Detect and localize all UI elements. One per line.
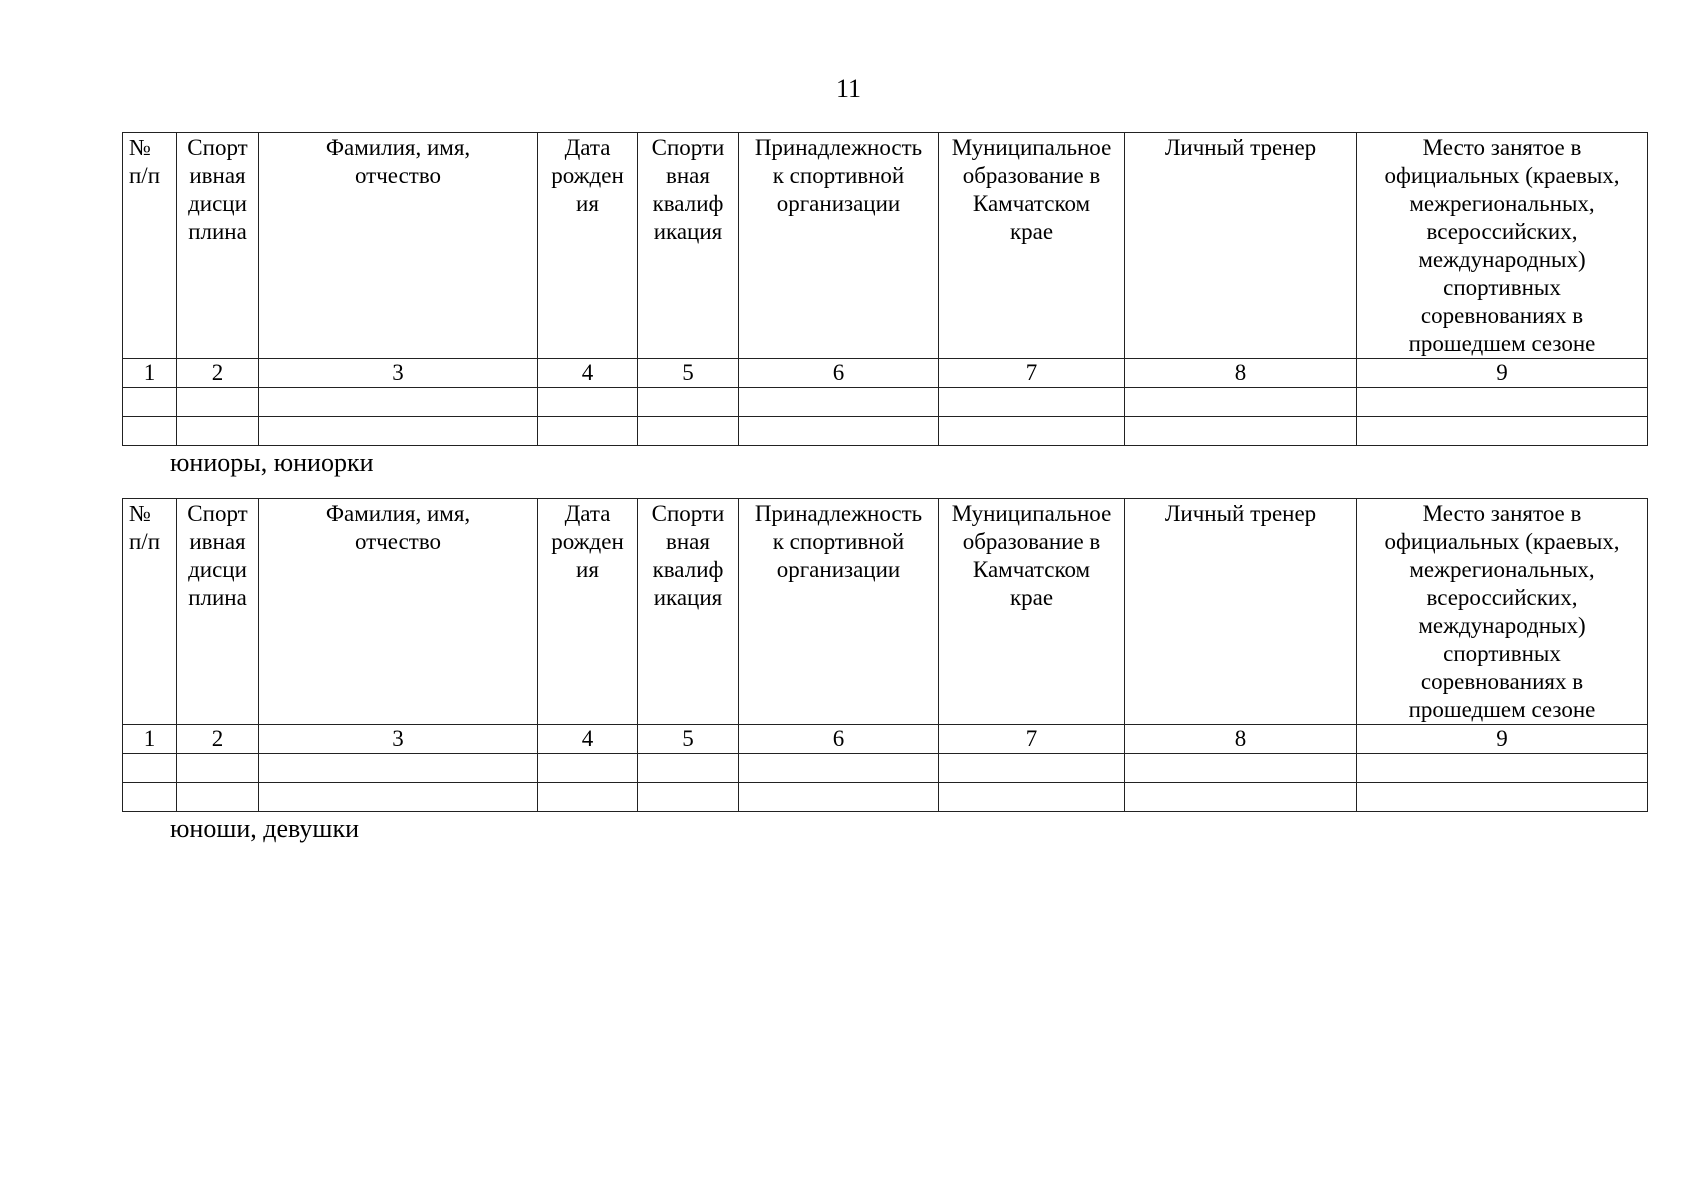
column-number-cell: 1: [123, 725, 177, 754]
table-row: [123, 783, 1648, 812]
column-number-cell: 5: [638, 359, 739, 388]
header-cell-qualification: Спорти вная квалиф икация: [638, 133, 739, 359]
header-cell-discipline: Спорт ивная дисци плина: [177, 499, 259, 725]
empty-cell[interactable]: [538, 783, 638, 812]
empty-cell[interactable]: [1125, 417, 1357, 446]
empty-cell[interactable]: [1357, 417, 1648, 446]
header-cell-organization: Принадлежность к спортивной организации: [739, 133, 939, 359]
empty-cell[interactable]: [939, 783, 1125, 812]
header-cell-municipality: Муниципальное образование в Камчатском крае: [939, 499, 1125, 725]
header-cell-birth-date: Дата рожден ия: [538, 133, 638, 359]
empty-cell[interactable]: [177, 783, 259, 812]
table-row: [123, 417, 1648, 446]
header-cell-full-name: Фамилия, имя, отчество: [259, 499, 538, 725]
table-header-row: [123, 499, 1648, 725]
header-cell-qualification: Спорти вная квалиф икация: [638, 499, 739, 725]
header-cell-number: № п/п: [123, 499, 177, 725]
header-cell-discipline: Спорт ивная дисци плина: [177, 133, 259, 359]
header-cell-birth-date: Дата рожден ия: [538, 499, 638, 725]
header-cell-place: Место занятое в официальных (краевых, межрегиональных, всероссийских, международных) спортивных соревнованиях в прошедшем сезоне: [1357, 133, 1648, 359]
column-number-cell: 3: [259, 359, 538, 388]
empty-cell[interactable]: [538, 388, 638, 417]
empty-cell[interactable]: [638, 783, 739, 812]
empty-cell[interactable]: [538, 417, 638, 446]
empty-cell[interactable]: [638, 388, 739, 417]
empty-cell[interactable]: [259, 388, 538, 417]
empty-cell[interactable]: [638, 754, 739, 783]
empty-cell[interactable]: [638, 417, 739, 446]
empty-cell[interactable]: [739, 783, 939, 812]
group-label-youths: юноши, девушки: [170, 814, 359, 843]
empty-cell[interactable]: [1357, 783, 1648, 812]
empty-cell[interactable]: [538, 754, 638, 783]
column-number-cell: 2: [177, 725, 259, 754]
column-number-cell: 5: [638, 725, 739, 754]
empty-cell[interactable]: [123, 417, 177, 446]
empty-cell[interactable]: [1125, 388, 1357, 417]
column-number-cell: 6: [739, 725, 939, 754]
header-cell-coach: Личный тренер: [1125, 133, 1357, 359]
empty-cell[interactable]: [739, 754, 939, 783]
empty-cell[interactable]: [1357, 388, 1648, 417]
column-number-cell: 4: [538, 725, 638, 754]
athletes-table-2: [122, 498, 1648, 812]
column-number-cell: 8: [1125, 725, 1357, 754]
empty-cell[interactable]: [177, 388, 259, 417]
empty-cell[interactable]: [177, 417, 259, 446]
group-label-juniors: юниоры, юниорки: [170, 448, 374, 477]
column-number-cell: 7: [939, 725, 1125, 754]
empty-cell[interactable]: [259, 783, 538, 812]
empty-cell[interactable]: [739, 417, 939, 446]
column-number-cell: 2: [177, 359, 259, 388]
column-number-cell: 9: [1357, 359, 1648, 388]
column-number-cell: 7: [939, 359, 1125, 388]
column-number-cell: 3: [259, 725, 538, 754]
athletes-table-1: [122, 132, 1648, 446]
empty-cell[interactable]: [259, 417, 538, 446]
empty-cell[interactable]: [1125, 783, 1357, 812]
empty-cell[interactable]: [123, 783, 177, 812]
column-number-cell: 4: [538, 359, 638, 388]
column-number-row: [123, 725, 1648, 754]
empty-cell[interactable]: [1125, 754, 1357, 783]
table-row: [123, 754, 1648, 783]
header-cell-organization: Принадлежность к спортивной организации: [739, 499, 939, 725]
empty-cell[interactable]: [939, 417, 1125, 446]
empty-cell[interactable]: [259, 754, 538, 783]
header-cell-place: Место занятое в официальных (краевых, межрегиональных, всероссийских, международных) спортивных соревнованиях в прошедшем сезоне: [1357, 499, 1648, 725]
header-cell-municipality: Муниципальное образование в Камчатском крае: [939, 133, 1125, 359]
empty-cell[interactable]: [739, 388, 939, 417]
empty-cell[interactable]: [939, 388, 1125, 417]
column-number-row: [123, 359, 1648, 388]
empty-cell[interactable]: [177, 754, 259, 783]
empty-cell[interactable]: [939, 754, 1125, 783]
header-cell-number: № п/п: [123, 133, 177, 359]
empty-cell[interactable]: [123, 754, 177, 783]
header-cell-coach: Личный тренер: [1125, 499, 1357, 725]
page-number: 11: [835, 74, 862, 103]
column-number-cell: 6: [739, 359, 939, 388]
column-number-cell: 1: [123, 359, 177, 388]
table-row: [123, 388, 1648, 417]
column-number-cell: 8: [1125, 359, 1357, 388]
header-cell-full-name: Фамилия, имя, отчество: [259, 133, 538, 359]
empty-cell[interactable]: [1357, 754, 1648, 783]
empty-cell[interactable]: [123, 388, 177, 417]
table-header-row: [123, 133, 1648, 359]
column-number-cell: 9: [1357, 725, 1648, 754]
